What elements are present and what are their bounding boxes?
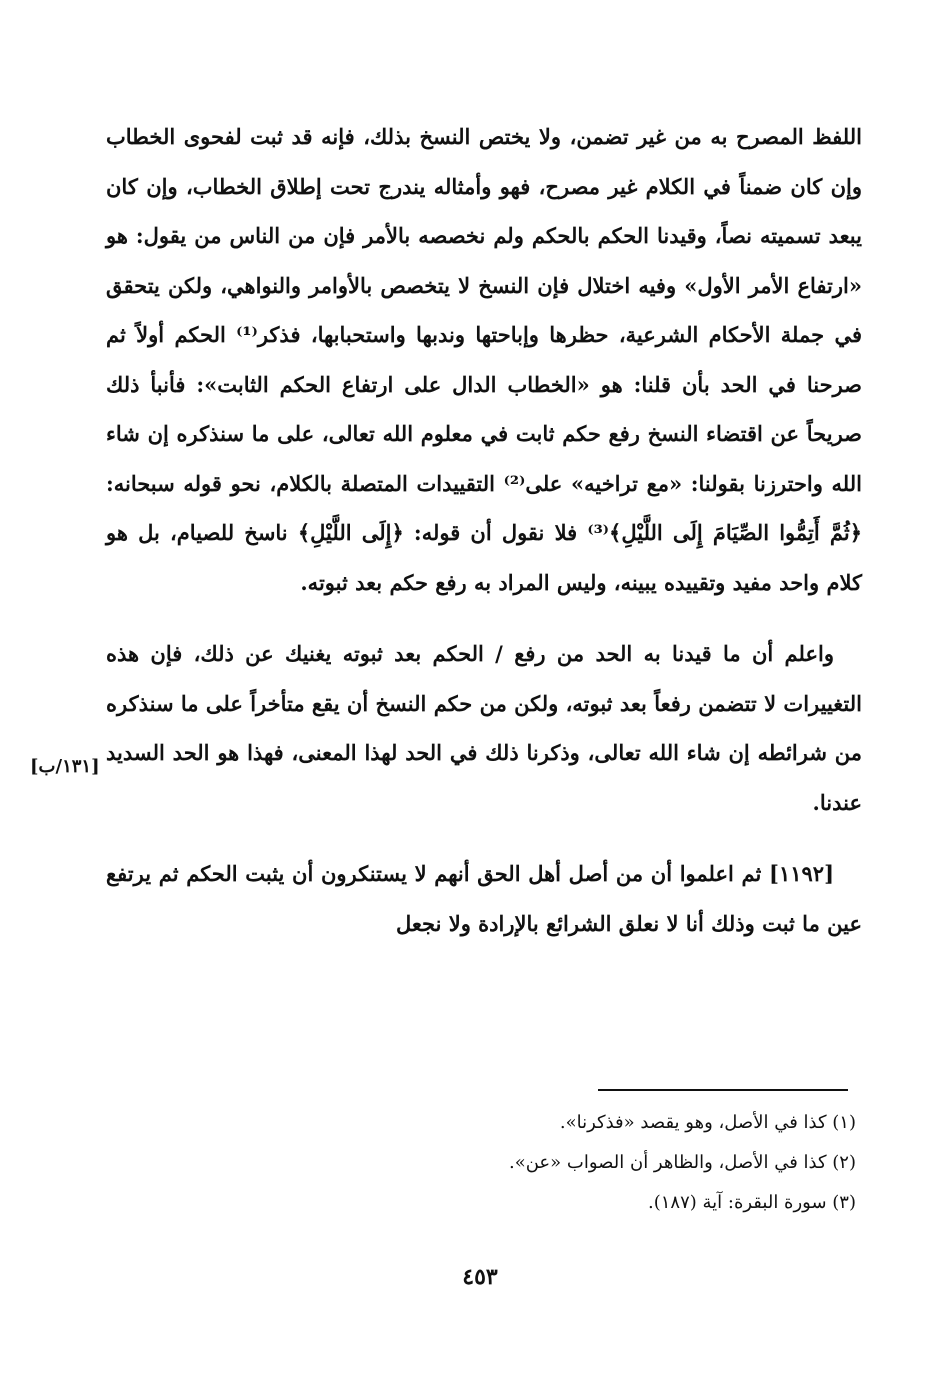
- manuscript-folio-marker: [١٣١/ب]: [30, 756, 100, 777]
- page-number: ٤٥٣: [462, 1264, 498, 1290]
- footnote-1: (١) كذا في الأصل، وهو يقصد «فذكرنا».: [559, 1112, 856, 1133]
- paragraph-2: واعلم أن ما قيدنا به الحد من رفع / الحكم بعد ثبوته يغنيك عن ذلك، فإن هذه التغييرات لا تتضمن رفعاً بعد ثبوته، ولكن من حكم النسخ أن يقع متأخراً على ما سنذكره من شرائطه إن شاء الله تعالى، وذكرنا ذلك في الحد لهذا المعنى، فهذا هو الحد السديد عندنا.: [106, 641, 862, 815]
- main-text: [106, 112, 862, 948]
- footnotes: [300, 1103, 856, 1223]
- paragraph-3: [١١٩٢] ثم اعلموا أن من أصل أهل الحق أنهم لا يستنكرون أن يثبت الحكم ثم يرتفع عين ما ثبت وذلك أنا لا نعلق الشرائع بالإرادة ولا نجعل: [106, 861, 862, 936]
- footnote-separator: [598, 1089, 848, 1091]
- paragraph-1: اللفظ المصرح به من غير تضمن، ولا يختص النسخ بذلك، فإنه قد ثبت لفحوى الخطاب وإن كان ضمناً في الكلام غير مصرح، فهو وأمثاله يندرج تحت إطلاق الخطاب، وإن كان يبعد تسميته نصاً، وقيدنا الحكم بالحكم ولم نخصصه بالأمر فإن من الناس من يقول: هو «ارتفاع الأمر الأول» وفيه اختلال فإن النسخ لا يتخصص بالأوامر والنواهي، ولكن يتحقق في جملة الأحكام الشرعية، حظرها وإباحتها وندبها واستحبابها، فذكر⁽¹⁾ الحكم أولاً ثم صرحنا في الحد بأن قلنا: هو «الخطاب الدال على ارتفاع الحكم الثابت»: فأنبأ ذلك صريحاً عن اقتضاء النسخ رفع حكم ثابت في معلوم الله تعالى، على ما سنذكره إن شاء الله واحترزنا بقولنا: «مع تراخيه» على⁽²⁾ التقييدات المتصلة بالكلام، نحو قوله سبحانه: ﴿ثُمَّ أَتِمُّوا الصِّيَامَ إِلَى اللَّيْلِ﴾⁽³⁾ فلا نقول أن قوله: ﴿إِلَى اللَّيْلِ﴾ ناسخ للصيام، بل هو كلام واحد مفيد وتقييده يبينه، وليس المراد به رفع حكم بعد ثبوته.: [106, 124, 863, 595]
- footnote-3: (٣) سورة البقرة: آية (١٨٧).: [647, 1192, 856, 1213]
- footnote-2: (٢) كذا في الأصل، والظاهر أن الصواب «عن».: [509, 1152, 856, 1173]
